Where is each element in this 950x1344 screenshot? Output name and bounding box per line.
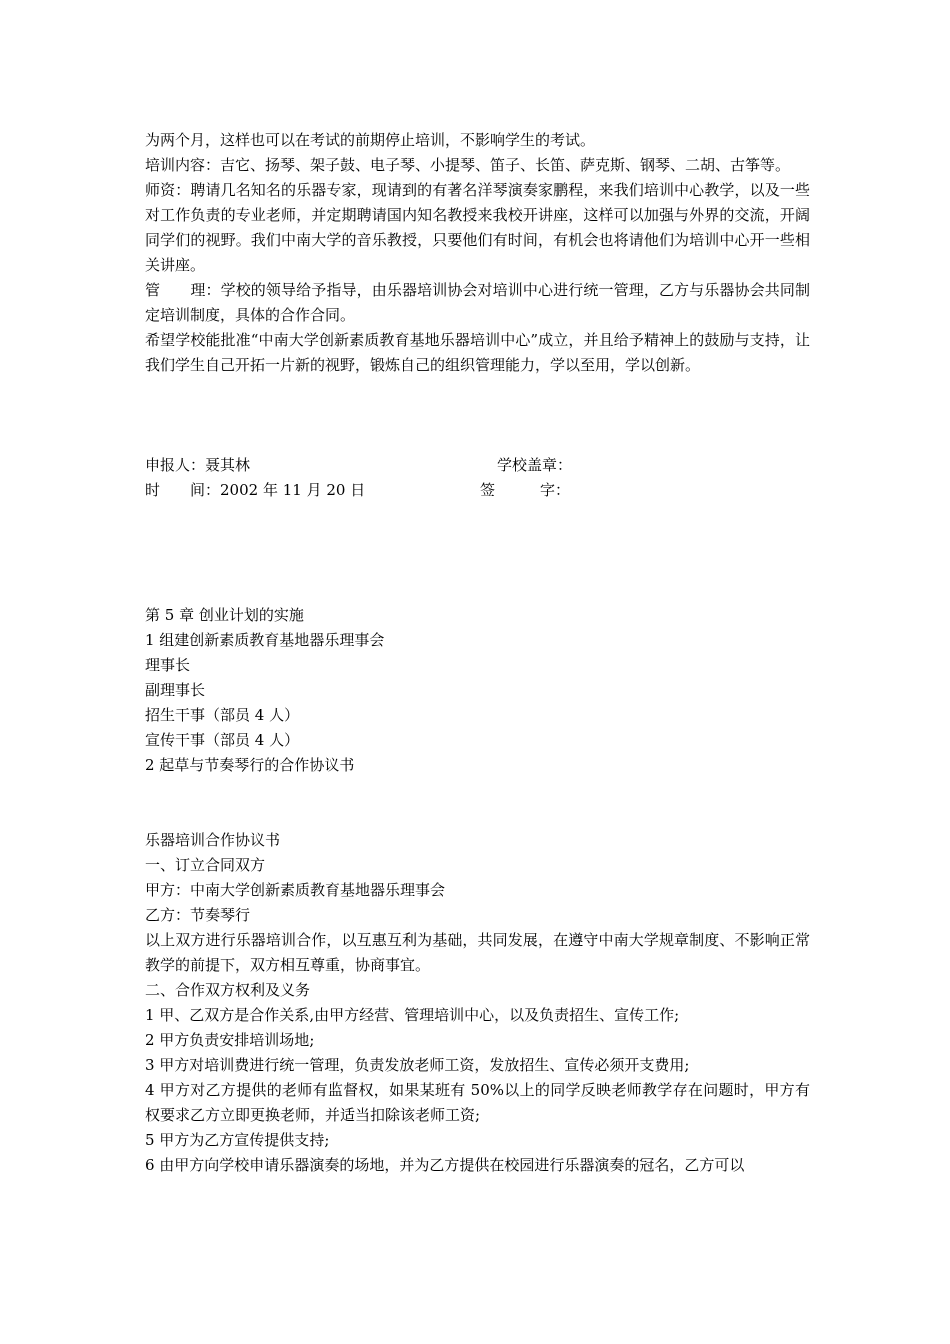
clause: 4 甲方对乙方提供的老师有监督权，如果某班有 50%以上的同学反映老师教学存在问题时，甲方有权要求乙方立即更换老师，并适当扣除该老师工资; xyxy=(145,1081,810,1124)
chapter-5-section xyxy=(145,603,810,778)
signature-label: 签 字： xyxy=(480,481,571,499)
list-item: 2 起草与节奏琴行的合作协议书 xyxy=(145,756,355,774)
chapter-title: 第 5 章 创业计划的实施 xyxy=(145,606,304,624)
section-heading: 二、合作双方权利及义务 xyxy=(145,981,311,999)
party-b: 乙方：节奏琴行 xyxy=(145,906,251,924)
paragraph-request: 希望学校能批准“中南大学创新素质教育基地乐器培训中心”成立，并且给予精神上的鼓励与支持，让我们学生自己开拓一片新的视野，锻炼自己的组织管理能力，学以至用，学以创新。 xyxy=(145,331,810,374)
training-plan-section xyxy=(145,128,810,378)
list-item: 宣传干事（部员 4 人） xyxy=(145,731,300,749)
clause: 1 甲、乙双方是合作关系,由甲方经营、管理培训中心，以及负责招生、宣传工作; xyxy=(145,1006,680,1024)
section-heading: 一、订立合同双方 xyxy=(145,856,266,874)
applicant-label: 申报人：聂其林 xyxy=(145,456,251,474)
party-a: 甲方：中南大学创新素质教育基地器乐理事会 xyxy=(145,881,446,899)
list-item: 理事长 xyxy=(145,656,191,674)
clause: 3 甲方对培训费进行统一管理，负责发放老师工资，发放招生、宣传必须开支费用; xyxy=(145,1056,690,1074)
signature-block xyxy=(145,453,810,503)
list-item: 招生干事（部员 4 人） xyxy=(145,706,300,724)
agreement-title: 乐器培训合作协议书 xyxy=(145,831,281,849)
paragraph-training-content: 培训内容：吉它、扬琴、架子鼓、电子琴、小提琴、笛子、长笛、萨克斯、钢琴、二胡、古筝等。 xyxy=(145,156,791,174)
school-seal-label: 学校盖章： xyxy=(497,456,573,474)
agreement-section xyxy=(145,828,810,1178)
paragraph-duration: 为两个月，这样也可以在考试的前期停止培训，不影响学生的考试。 xyxy=(145,131,596,149)
clause: 6 由甲方向学校申请乐器演奏的场地，并为乙方提供在校园进行乐器演奏的冠名，乙方可以 xyxy=(145,1156,745,1174)
date-label: 时 间：2002 年 11 月 20 日 xyxy=(145,481,366,499)
list-item: 1 组建创新素质教育基地器乐理事会 xyxy=(145,631,385,649)
agreement-preamble: 以上双方进行乐器培训合作，以互惠互利为基础，共同发展，在遵守中南大学规章制度、不影响正常教学的前提下，双方相互尊重，协商事宜。 xyxy=(145,931,810,974)
document-page xyxy=(145,128,810,1178)
paragraph-teachers: 师资：聘请几名知名的乐器专家，现请到的有著名洋琴演奏家鹏程，来我们培训中心教学，以及一些对工作负责的专业老师，并定期聘请国内知名教授来我校开讲座，这样可以加强与外界的交流，开阔同学们的视野。我们中南大学的音乐教授，只要他们有时间，有机会也将请他们为培训中心开一些相关讲座。 xyxy=(145,181,810,274)
paragraph-management: 管 理：学校的领导给予指导，由乐器培训协会对培训中心进行统一管理，乙方与乐器协会共同制定培训制度，具体的合作合同。 xyxy=(145,281,810,324)
clause: 2 甲方负责安排培训场地; xyxy=(145,1031,315,1049)
clause: 5 甲方为乙方宣传提供支持; xyxy=(145,1131,330,1149)
list-item: 副理事长 xyxy=(145,681,206,699)
